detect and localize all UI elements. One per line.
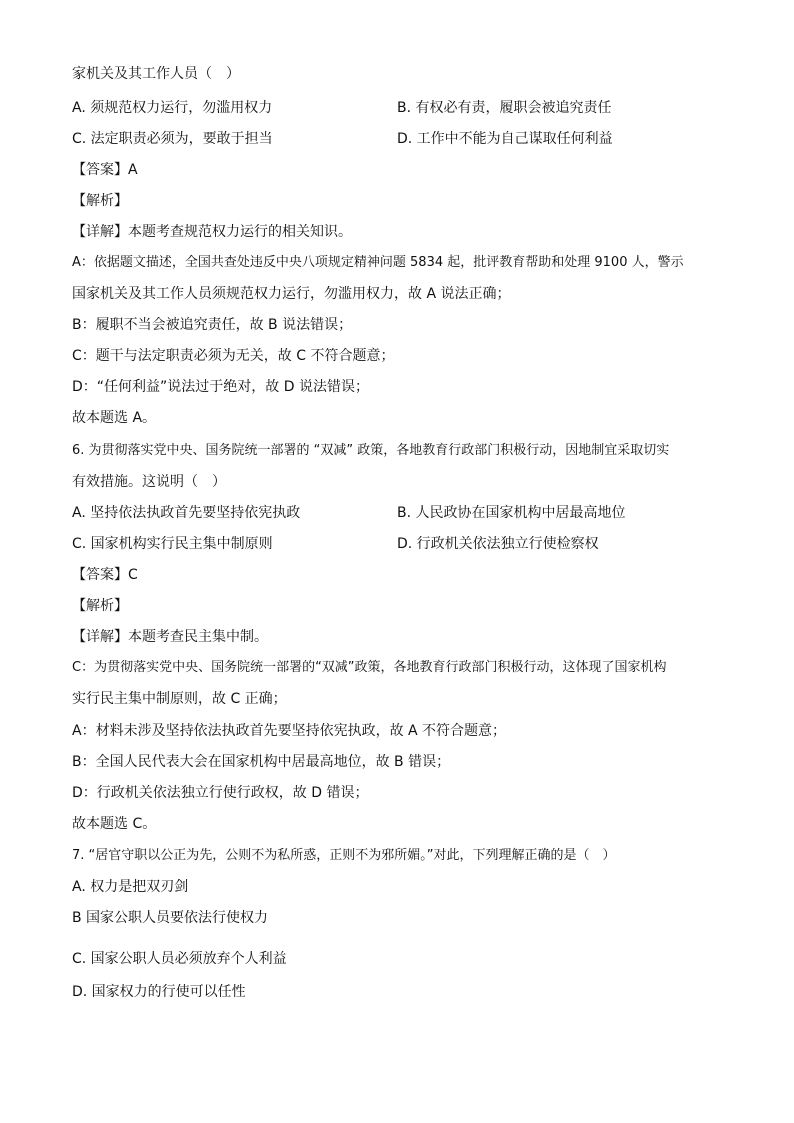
q6-detail: 【详解】本题考查民主集中制。 — [72, 629, 268, 645]
q7-option-d: D. 国家权力的行使可以任性 — [72, 984, 246, 1000]
q6-option-c: C. 国家机构实行民主集中制原则 — [72, 536, 273, 552]
q6-option-b: B. 人民政协在国家机构中居最高地位 — [397, 505, 626, 521]
q6-a-line: A：材料未涉及坚持依法执政首先要坚持依宪执政，故 A 不符合题意； — [72, 723, 507, 739]
q5-d-line: D：“任何利益”说法过于绝对，故 D 说法错误； — [72, 379, 369, 395]
q5-option-b: B. 有权必有责，履职会被追究责任 — [397, 100, 612, 116]
q7-option-b: B 国家公职人员要依法行使权力 — [72, 910, 269, 926]
q6-option-d: D. 行政机关依法独立行使检察权 — [397, 536, 599, 552]
q6-c-line2: 实行民主集中制原则，故 C 正确； — [72, 691, 287, 707]
q7-stem: 7. “居官守职以公正为先，公则不为私所惑，正则不为邪所媚。”对此，下列理解正确的是（ ） — [72, 848, 616, 863]
q6-option-a: A. 坚持依法执政首先要坚持依宪执政 — [72, 505, 301, 521]
q5-option-a: A. 须规范权力运行，勿滥用权力 — [72, 100, 273, 116]
q5-option-d: D. 工作中不能为自己谋取任何利益 — [397, 131, 613, 147]
q6-d-line: D：行政机关依法独立行使行政权，故 D 错误； — [72, 785, 369, 801]
q5-c-line: C：题干与法定职责必须为无关，故 C 不符合题意； — [72, 348, 395, 364]
q6-stem-line2: 有效措施。这说明（ ） — [72, 474, 226, 490]
q5-b-line: B：履职不当会被追究责任，故 B 说法错误； — [72, 317, 353, 333]
q6-c-line1: C：为贯彻落实党中央、国务院统一部署的“双减”政策，各地教育行政部门积极行动，这体现了国家机构 — [72, 660, 667, 675]
q6-b-line: B：全国人民代表大会在国家机构中居最高地位，故 B 错误； — [72, 754, 451, 770]
q5-analysis: 【解析】 — [72, 193, 128, 209]
q6-stem-line1: 6. 为贯彻落实党中央、国务院统一部署的 “双减” 政策，各地教育行政部门积极行动，因地制宜采取切实 — [72, 443, 670, 458]
q5-stem-tail: 家机关及其工作人员（ ） — [72, 66, 240, 82]
q6-analysis: 【解析】 — [72, 598, 128, 614]
q6-answer: 【答案】C — [72, 567, 138, 583]
q5-a-line1: A：依据题文描述，全国共查处违反中央八项规定精神问题 5834 起，批评教育帮助和处理 9100 人，警示 — [72, 255, 684, 270]
q6-conclusion: 故本题选 C。 — [72, 816, 157, 832]
q5-conclusion: 故本题选 A。 — [72, 410, 157, 426]
q5-a-line2: 国家机关及其工作人员须规范权力运行，勿滥用权力，故 A 说法正确； — [72, 286, 511, 302]
q5-option-c: C. 法定职责必须为，要敢于担当 — [72, 131, 273, 147]
q7-option-c: C. 国家公职人员必须放弃个人利益 — [72, 951, 287, 967]
q5-answer: 【答案】A — [72, 162, 138, 178]
q5-detail: 【详解】本题考查规范权力运行的相关知识。 — [72, 224, 352, 240]
q7-option-a: A. 权力是把双刃剑 — [72, 879, 189, 895]
